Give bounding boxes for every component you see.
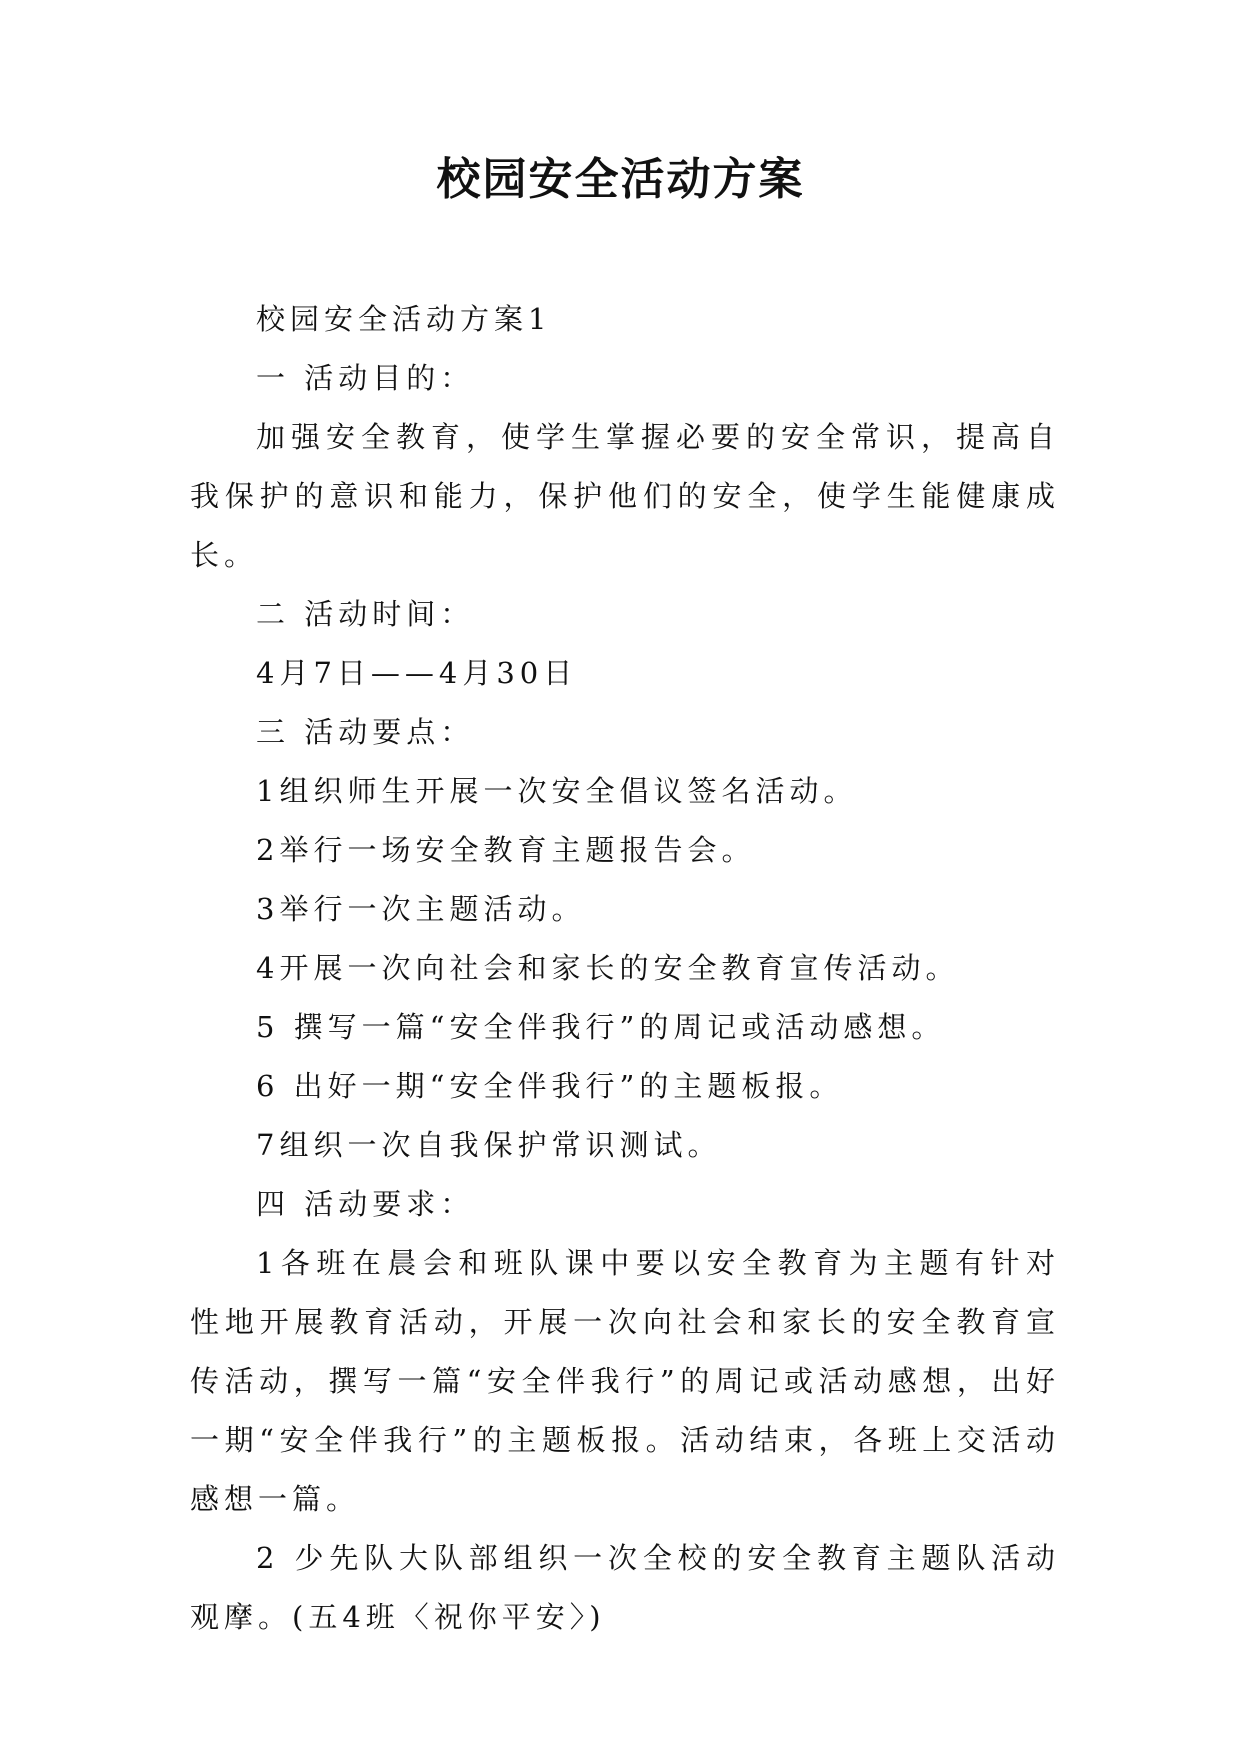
- requirement-item: 2 少先队大队部组织一次全校的安全教育主题队活动观摩。(五4班〈祝你平安〉): [190, 1541, 1060, 1634]
- section-points-heading: 三 活动要点：: [256, 715, 475, 749]
- point-item: 4开展一次向社会和家长的安全教育宣传活动。: [256, 951, 960, 985]
- point-item: 1组织师生开展一次安全倡议签名活动。: [256, 774, 858, 808]
- section-purpose-heading: 一 活动目的：: [256, 361, 475, 395]
- point-item: 5 撰写一篇“安全伴我行”的周记或活动感想。: [256, 1010, 946, 1044]
- section-requirements-heading: 四 活动要求：: [256, 1187, 475, 1221]
- time-text: 4月7日——4月30日: [256, 656, 578, 690]
- document-body: [190, 290, 1060, 1647]
- section-time-heading: 二 活动时间：: [256, 597, 475, 631]
- purpose-text: 加强安全教育，使学生掌握必要的安全常识，提高自我保护的意识和能力，保护他们的安全，使学生能健康成长。: [190, 420, 1060, 572]
- point-item: 3举行一次主题活动。: [256, 892, 586, 926]
- point-item: 2举行一场安全教育主题报告会。: [256, 833, 756, 867]
- point-item: 6 出好一期“安全伴我行”的主题板报。: [256, 1069, 844, 1103]
- paragraph-heading: 校园安全活动方案1: [256, 302, 552, 336]
- point-item: 7组织一次自我保护常识测试。: [256, 1128, 722, 1162]
- requirement-item: 1各班在晨会和班队课中要以安全教育为主题有针对性地开展教育活动，开展一次向社会和家长的安全教育宣传活动，撰写一篇“安全伴我行”的周记或活动感想，出好一期“安全伴我行”的主题板报。活动结束，各班上交活动感想一篇。: [190, 1246, 1060, 1516]
- document-title: 校园安全活动方案: [436, 154, 805, 205]
